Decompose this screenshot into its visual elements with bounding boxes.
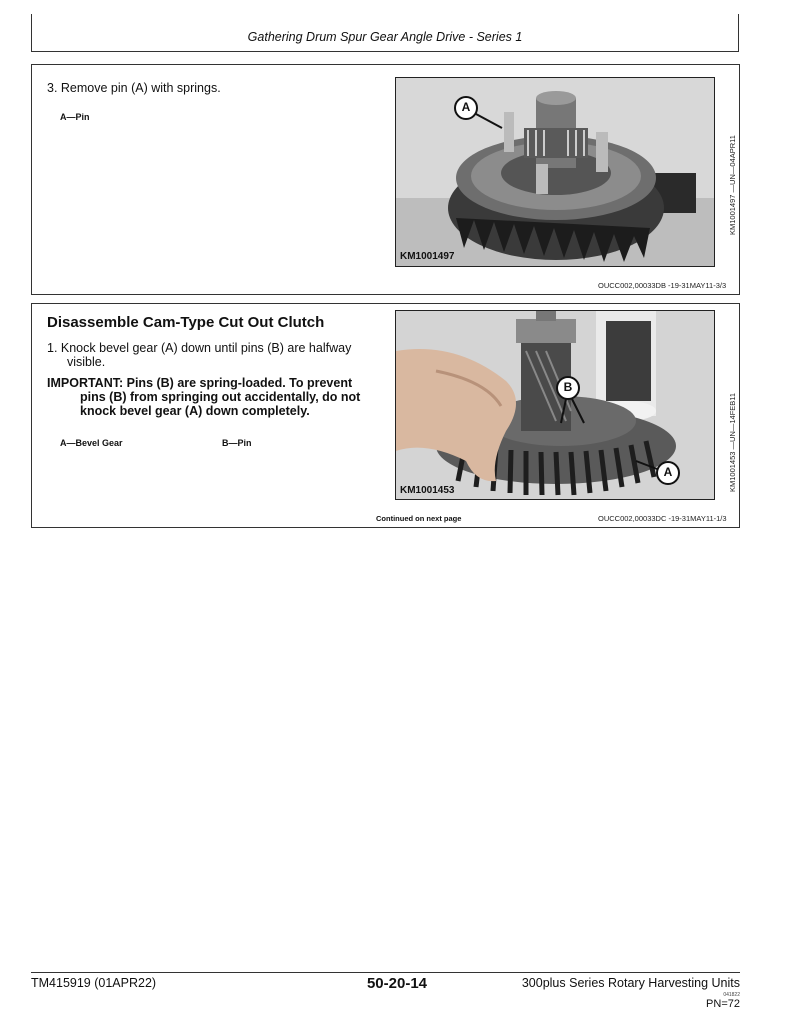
photo-id: KM1001497 xyxy=(400,251,455,262)
reference-code: OUCC002,00033DB -19-31MAY11-3/3 xyxy=(598,281,727,290)
side-code: KM1001497 —UN—04APR11 xyxy=(728,135,737,235)
section-disassemble-clutch xyxy=(31,303,740,528)
side-code: KM1001453 —UN—14FEB11 xyxy=(728,392,737,492)
footer-page-number: 50-20-14 xyxy=(366,975,428,992)
photo-remove-pin xyxy=(395,77,715,267)
important-line2: pins (B) from springing out accidentally, do not xyxy=(80,390,361,404)
step-text-line2: visible. xyxy=(67,355,106,369)
photo-id: KM1001453 xyxy=(400,485,455,496)
callout-b: B xyxy=(563,380,573,394)
callout-a: A xyxy=(461,100,471,114)
footer-rule xyxy=(31,972,740,973)
legend-pin: B—Pin xyxy=(222,438,252,448)
photo-bevel-gear xyxy=(395,310,715,500)
footer-small-code: 041822 xyxy=(723,992,740,998)
continued-note: Continued on next page xyxy=(376,514,462,523)
footer-title: 300plus Series Rotary Harvesting Units xyxy=(521,976,740,990)
step-text: 3. Remove pin (A) with springs. xyxy=(47,81,221,95)
footer-doc-id: TM415919 (01APR22) xyxy=(31,976,157,990)
legend-pin: A—Pin xyxy=(60,112,90,122)
header-title: Gathering Drum Spur Gear Angle Drive - Series 1 xyxy=(247,30,523,44)
reference-code: OUCC002,00033DC -19-31MAY11-1/3 xyxy=(598,514,727,523)
legend-bevel-gear: A—Bevel Gear xyxy=(60,438,123,448)
page-header xyxy=(31,14,739,52)
footer-pn: PN=72 xyxy=(706,998,740,1010)
step-text-line1: 1. Knock bevel gear (A) down until pins (B) are halfway xyxy=(47,341,352,355)
important-line1: IMPORTANT: Pins (B) are spring-loaded. To prevent xyxy=(47,376,353,390)
important-line3: knock bevel gear (A) down completely. xyxy=(80,404,310,418)
callout-a: A xyxy=(663,465,673,479)
important-note xyxy=(47,376,377,418)
section-remove-pin xyxy=(31,64,740,295)
section-heading: Disassemble Cam-Type Cut Out Clutch xyxy=(47,314,325,331)
gear-illustration xyxy=(396,78,714,266)
